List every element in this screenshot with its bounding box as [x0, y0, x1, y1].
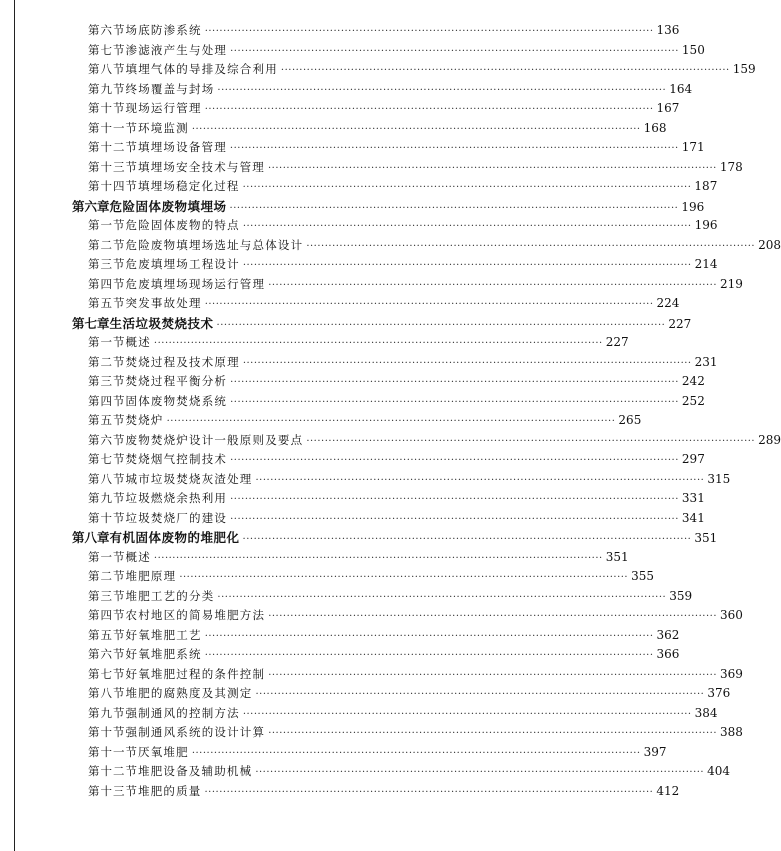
dot-leader: ·························································································································· [204, 650, 654, 661]
toc-entry [0, 626, 689, 646]
entry-page: 187 [694, 179, 718, 193]
entry-page: 252 [681, 393, 705, 408]
entry-page: 369 [720, 666, 743, 681]
entry-title: 焚烧过程平衡分析 [125, 374, 228, 388]
entry-page: 136 [656, 23, 680, 37]
entry-number: 第二节 [88, 237, 126, 252]
entry-title: 强制通风系统的设计计算 [125, 725, 266, 739]
entry-page: 208 [758, 237, 781, 252]
toc-entry [0, 80, 693, 100]
entry-title: 堆肥设备及辅助机械 [138, 764, 253, 778]
chapter-number: 第八章 [72, 530, 110, 545]
entry-title: 现场运行管理 [125, 101, 202, 115]
toc-entry [0, 99, 689, 119]
entry-number: 第七节 [88, 666, 126, 681]
dot-leader: ·························································································································· [204, 104, 654, 115]
entry-number: 第十一节 [88, 120, 138, 135]
entry-number: 第六节 [88, 432, 126, 447]
dot-leader: ·························································································································· [191, 747, 641, 759]
toc-chapter-heading [0, 197, 705, 217]
dot-leader: ·························································································································· [204, 630, 654, 642]
toc-entry [0, 704, 718, 724]
entry-number: 第一节 [88, 549, 126, 564]
chapter-number: 第六章 [72, 198, 110, 214]
dot-leader: ·························································································································· [268, 728, 718, 739]
toc-entry [0, 509, 705, 529]
entry-number: 第七节 [88, 452, 126, 466]
dot-leader: ·························································································································· [217, 591, 667, 603]
toc-entry [0, 762, 731, 782]
toc-entry [0, 606, 743, 626]
toc-entry [0, 138, 705, 158]
toc-entry [0, 275, 743, 295]
dot-leader: ·························································································································· [242, 708, 692, 720]
dot-leader: ·························································································································· [255, 767, 705, 778]
entry-page: 341 [681, 510, 705, 525]
toc-entry [0, 645, 689, 665]
dot-leader: ·························································································································· [230, 513, 679, 525]
entry-number: 第三节 [88, 257, 126, 271]
toc-entry [0, 450, 705, 470]
entry-page: 331 [681, 491, 705, 505]
entry-title: 渗滤液产生与处理 [125, 42, 228, 57]
entry-number: 第一节 [88, 218, 126, 232]
dot-leader: ·························································································································· [255, 474, 705, 486]
entry-page: 167 [656, 101, 680, 115]
table-of-contents [0, 21, 781, 801]
entry-title: 填埋场安全技术与管理 [138, 159, 265, 174]
dot-leader: ·························································································································· [229, 143, 679, 154]
entry-title: 堆肥工艺的分类 [125, 588, 215, 603]
toc-entry [0, 353, 718, 373]
entry-page: 224 [656, 296, 680, 310]
entry-page: 231 [694, 354, 718, 369]
dot-leader: ·························································································································· [216, 319, 666, 331]
entry-title: 厌氧堆肥 [138, 744, 189, 759]
entry-title: 堆肥的质量 [138, 783, 202, 798]
entry-title: 城市垃圾焚烧灰渣处理 [125, 471, 253, 486]
entry-page: 397 [643, 744, 667, 759]
entry-page: 164 [669, 81, 693, 96]
toc-entry [0, 567, 689, 587]
toc-entry [0, 431, 781, 451]
entry-page: 196 [681, 199, 705, 214]
toc-entry [0, 158, 743, 178]
entry-title: 废物焚烧炉设计一般原则及要点 [125, 432, 304, 447]
toc-entry [0, 41, 705, 61]
entry-title: 概述 [125, 335, 151, 349]
entry-number: 第十四节 [88, 179, 138, 193]
dot-leader: ·························································································································· [217, 84, 667, 96]
entry-number: 第六节 [88, 647, 126, 661]
dot-leader: ·························································································································· [230, 494, 679, 505]
chapter-number: 第七章 [72, 315, 110, 331]
entry-number: 第十二节 [88, 140, 138, 154]
toc-entry [0, 119, 689, 139]
dot-leader: ·························································································································· [242, 221, 692, 232]
dot-leader: ·························································································································· [268, 279, 718, 291]
entry-number: 第十三节 [88, 159, 138, 174]
entry-title: 强制通风的控制方法 [125, 705, 240, 720]
entry-title: 危险废物填埋场选址与总体设计 [125, 237, 304, 252]
dot-leader: ·························································································································· [306, 435, 756, 447]
entry-number: 第二节 [88, 569, 126, 583]
entry-page: 404 [707, 764, 731, 778]
entry-title: 垃圾燃烧余热利用 [125, 491, 228, 505]
entry-title: 终场覆盖与封场 [125, 81, 215, 96]
entry-page: 362 [656, 627, 680, 642]
dot-leader: ·························································································································· [204, 26, 654, 37]
entry-title: 危险固体废物的特点 [125, 218, 240, 232]
toc-entry [0, 294, 689, 314]
toc-entry [0, 782, 689, 802]
dot-leader: ·························································································································· [204, 786, 654, 798]
entry-title: 概述 [125, 549, 151, 564]
toc-entry [0, 236, 781, 256]
toc-chapter-heading [0, 528, 718, 548]
dot-leader: ·························································································································· [179, 572, 629, 583]
dot-leader: ·························································································································· [242, 534, 692, 545]
entry-title: 农村地区的简易堆肥方法 [125, 608, 266, 622]
toc-entry [0, 489, 705, 509]
dot-leader: ·························································································································· [230, 455, 679, 466]
entry-title: 好氧堆肥工艺 [125, 627, 202, 642]
entry-number: 第十一节 [88, 744, 138, 759]
toc-entry [0, 470, 731, 490]
entry-number: 第五节 [88, 627, 126, 642]
entry-number: 第九节 [88, 491, 126, 505]
toc-entry [0, 21, 689, 41]
dot-leader: ·························································································································· [242, 182, 692, 193]
entry-page: 359 [669, 588, 693, 603]
entry-title: 焚烧炉 [125, 413, 164, 427]
dot-leader: ·························································································································· [268, 669, 718, 681]
entry-title: 固体废物焚烧系统 [125, 393, 228, 408]
entry-number: 第八节 [88, 62, 126, 76]
toc-entry [0, 411, 689, 431]
entry-title: 堆肥的腐熟度及其测定 [125, 686, 253, 700]
toc-entry [0, 587, 693, 607]
entry-page: 355 [631, 569, 655, 583]
entry-page: 214 [694, 257, 718, 271]
entry-page: 376 [707, 686, 731, 700]
entry-page: 388 [720, 725, 743, 739]
entry-page: 360 [720, 608, 743, 622]
entry-title: 填埋气体的导排及综合利用 [125, 62, 278, 76]
entry-title: 好氧堆肥过程的条件控制 [125, 666, 266, 681]
entry-number: 第四节 [88, 393, 126, 408]
entry-page: 384 [694, 705, 718, 720]
entry-title: 焚烧过程及技术原理 [125, 354, 240, 369]
entry-number: 第八节 [88, 686, 126, 700]
entry-number: 第三节 [88, 374, 126, 388]
entry-number: 第十三节 [88, 783, 138, 798]
dot-leader: ·························································································································· [268, 162, 717, 174]
toc-entry [0, 743, 689, 763]
entry-title: 环境监测 [138, 120, 189, 135]
entry-page: 265 [618, 413, 642, 427]
dot-leader: ·························································································································· [153, 552, 603, 564]
entry-page: 366 [656, 647, 680, 661]
chapter-title: 危险固体废物填埋场 [109, 198, 227, 214]
dot-leader: ·························································································································· [230, 45, 679, 57]
entry-number: 第三节 [88, 588, 126, 603]
entry-title: 垃圾焚烧厂的建设 [125, 510, 228, 525]
entry-title: 危废填埋场工程设计 [125, 257, 240, 271]
toc-entry [0, 684, 731, 704]
dot-leader: ·························································································································· [268, 611, 718, 622]
entry-number: 第五节 [88, 413, 126, 427]
entry-page: 178 [719, 159, 743, 174]
dot-leader: ·························································································································· [204, 299, 654, 310]
entry-title: 焚烧烟气控制技术 [125, 452, 228, 466]
entry-page: 412 [656, 783, 680, 798]
dot-leader: ·························································································································· [230, 377, 679, 388]
dot-leader: ·························································································································· [229, 202, 679, 214]
entry-page: 242 [681, 374, 705, 388]
entry-page: 227 [668, 316, 692, 331]
entry-page: 351 [605, 549, 629, 564]
entry-number: 第十二节 [88, 764, 138, 778]
entry-page: 351 [694, 531, 718, 545]
toc-entry [0, 255, 718, 275]
entry-number: 第九节 [88, 705, 126, 720]
entry-title: 危废填埋场现场运行管理 [125, 276, 266, 291]
dot-leader: ·························································································································· [255, 689, 705, 700]
entry-number: 第二节 [88, 354, 126, 369]
entry-number: 第一节 [88, 335, 126, 349]
toc-entry [0, 177, 718, 197]
entry-page: 227 [605, 335, 629, 349]
entry-page: 289 [758, 432, 781, 447]
dot-leader: ·························································································································· [153, 338, 603, 349]
entry-number: 第九节 [88, 81, 126, 96]
toc-entry [0, 548, 689, 568]
toc-entry [0, 372, 705, 392]
entry-page: 219 [720, 276, 743, 291]
entry-title: 场底防渗系统 [125, 23, 202, 37]
toc-entry [0, 665, 743, 685]
entry-page: 196 [694, 218, 718, 232]
entry-title: 填埋场稳定化过程 [138, 179, 240, 193]
dot-leader: ·························································································································· [191, 123, 641, 135]
toc-entry [0, 60, 756, 80]
entry-title: 好氧堆肥系统 [125, 647, 202, 661]
dot-leader: ·························································································································· [166, 416, 616, 427]
entry-page: 168 [643, 120, 667, 135]
entry-page: 150 [681, 42, 705, 57]
entry-number: 第八节 [88, 471, 126, 486]
entry-number: 第六节 [88, 23, 126, 37]
entry-number: 第十节 [88, 510, 126, 525]
entry-page: 159 [732, 62, 756, 76]
chapter-title: 有机固体废物的堆肥化 [109, 530, 240, 545]
entry-page: 297 [681, 452, 705, 466]
dot-leader: ·························································································································· [242, 260, 692, 271]
toc-entry [0, 216, 718, 236]
entry-title: 突发事故处理 [125, 296, 202, 310]
entry-number: 第五节 [88, 296, 126, 310]
toc-entry [0, 723, 743, 743]
toc-entry [0, 392, 705, 412]
chapter-title: 生活垃圾焚烧技术 [109, 315, 214, 331]
entry-number: 第十节 [88, 101, 126, 115]
dot-leader: ·························································································································· [306, 240, 756, 252]
entry-page: 171 [681, 140, 705, 154]
toc-entry [0, 333, 689, 353]
toc-chapter-heading [0, 314, 692, 334]
entry-title: 填埋场设备管理 [138, 140, 227, 154]
entry-number: 第七节 [88, 42, 126, 57]
dot-leader: ·························································································································· [242, 357, 692, 369]
dot-leader: ·························································································································· [280, 65, 730, 76]
entry-number: 第四节 [88, 276, 126, 291]
entry-number: 第十节 [88, 725, 126, 739]
dot-leader: ·························································································································· [230, 396, 679, 408]
entry-number: 第四节 [88, 608, 126, 622]
entry-page: 315 [707, 471, 731, 486]
entry-title: 堆肥原理 [125, 569, 177, 583]
